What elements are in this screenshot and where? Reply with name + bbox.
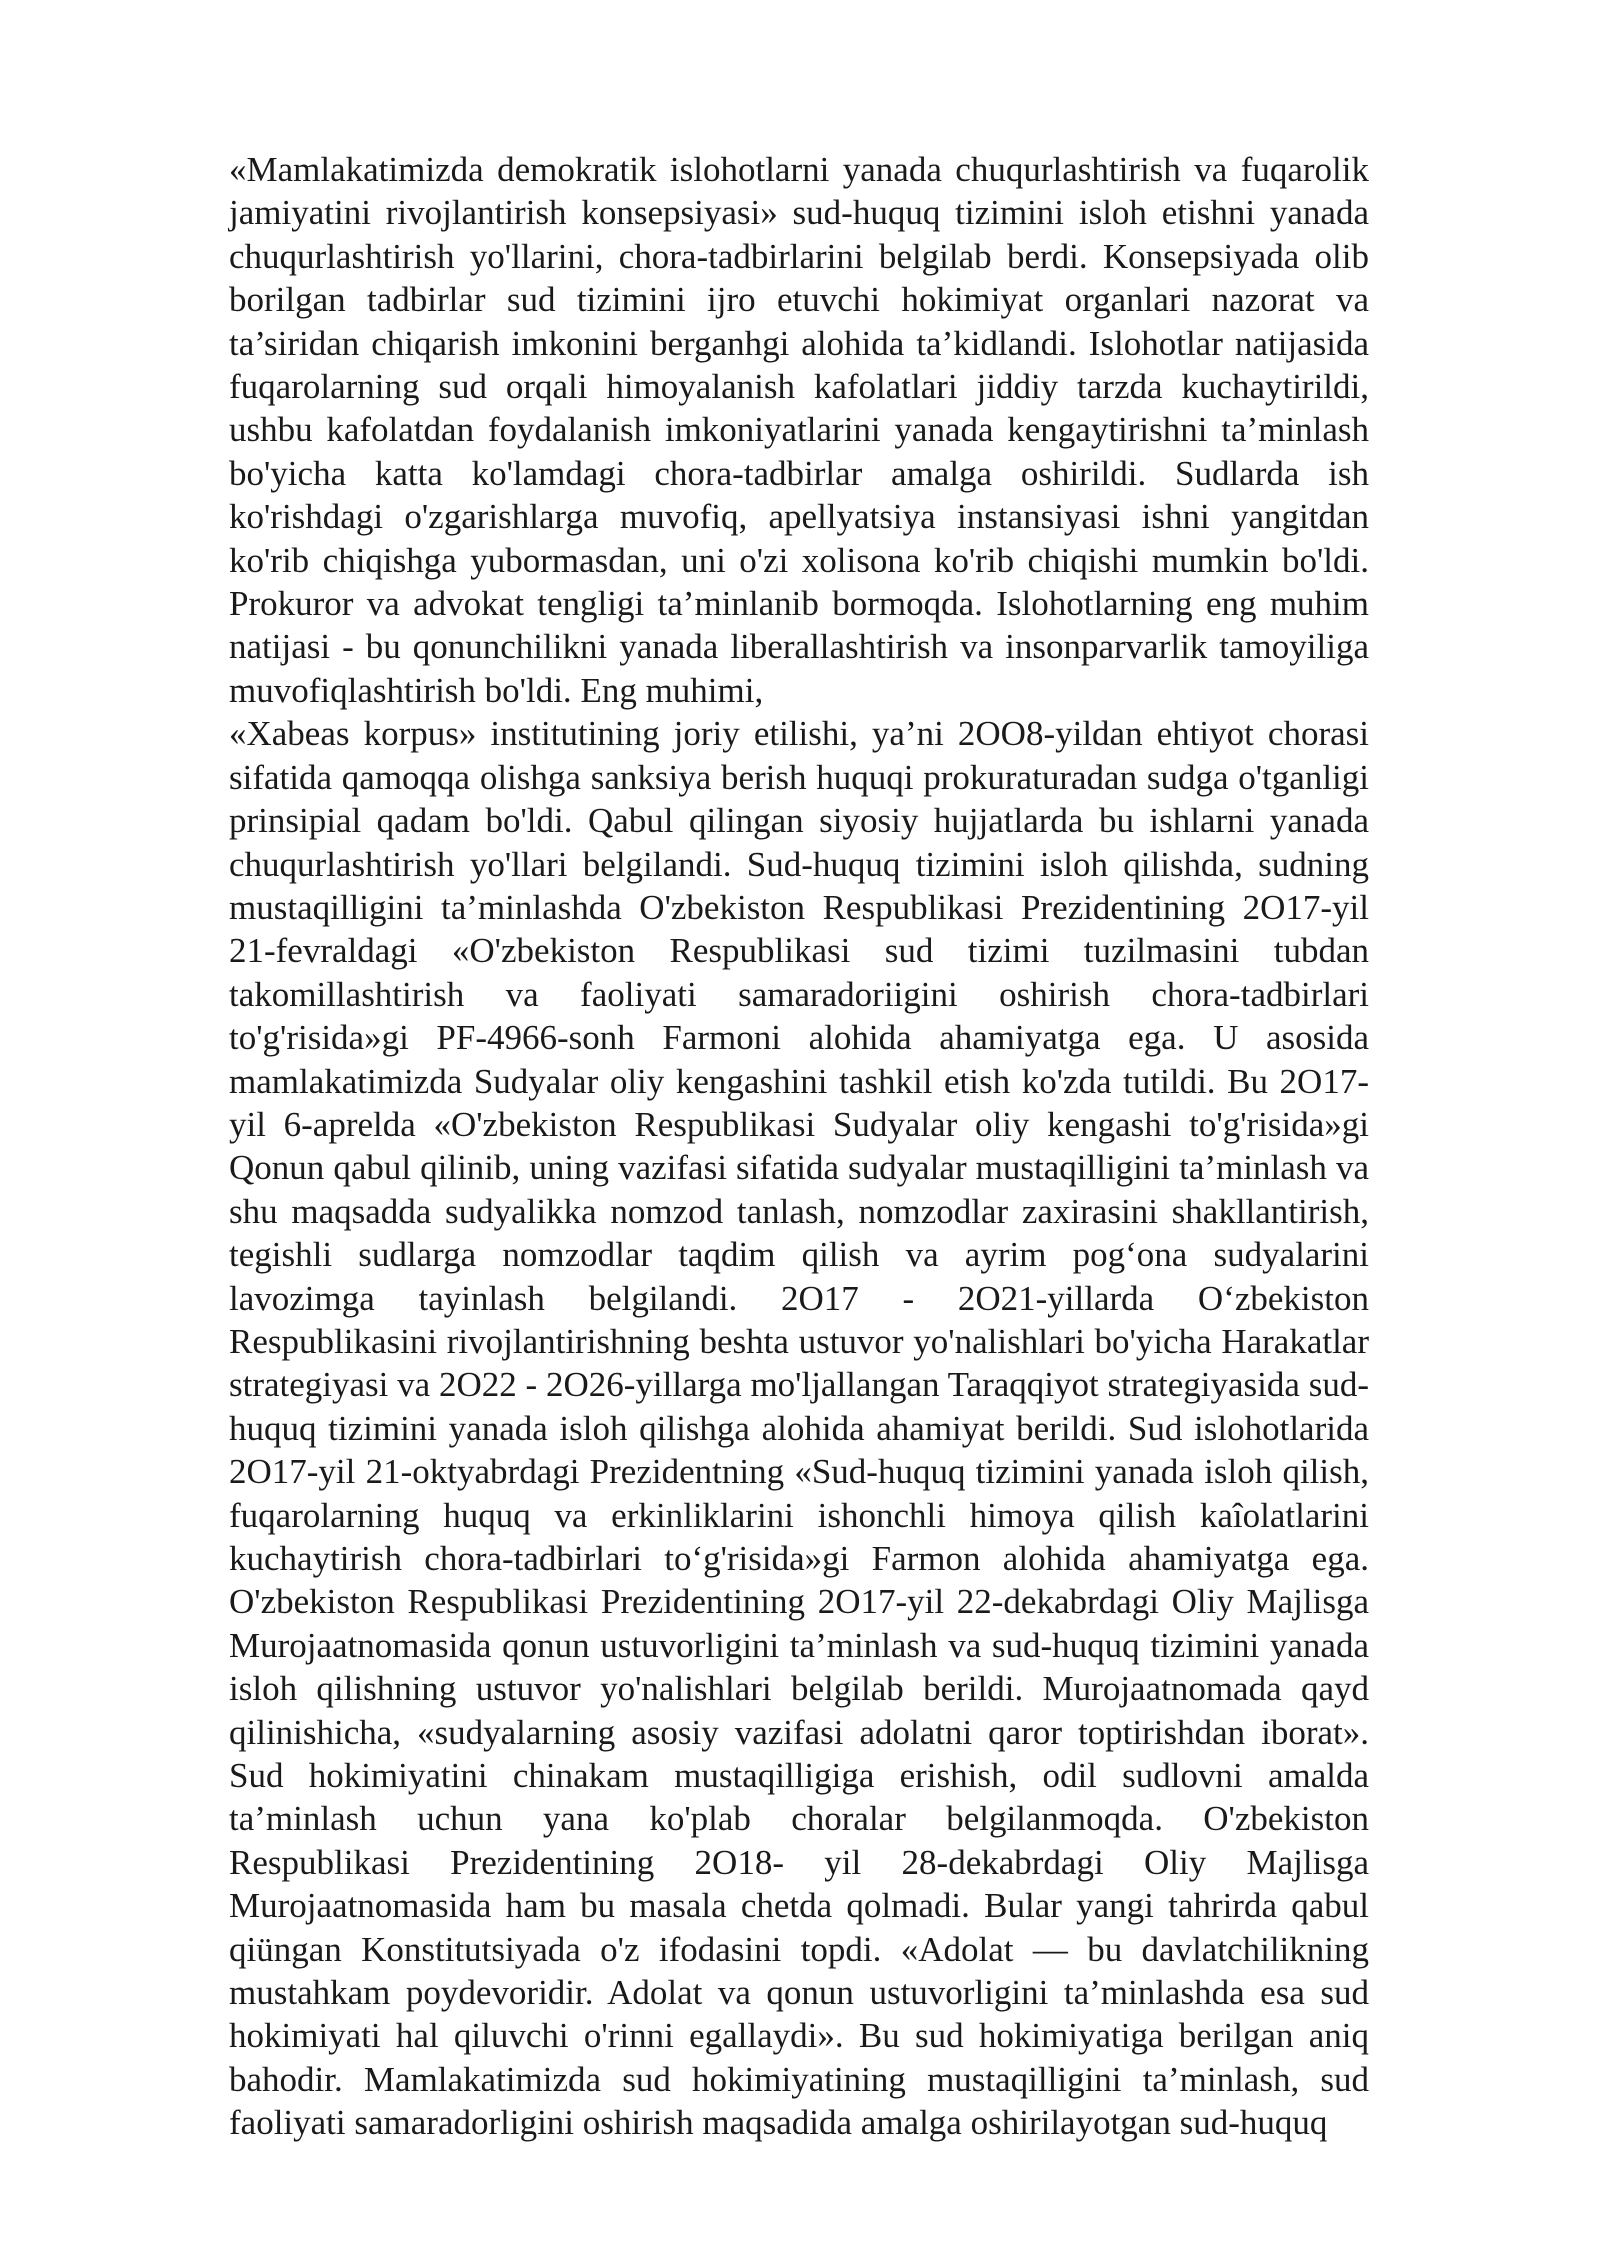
- body-text: [229, 148, 1369, 2145]
- paragraph-2: «Xabeas korpus» institutining joriy etilishi, ya’ni 2OO8-yildan ehtiyot chorasi sifatida qamoqqa olishga sanksiya berish huquqi prokuraturadan sudga o'tganligi prinsipial qadam bo'ldi. Qabul qilingan siyosiy hujjatlarda bu ishlarni yanada chuqurlashtirish yo'llari belgilandi. Sud-huquq tizimini isloh qilishda, sudning mustaqilligini ta’minlashda O'zbekiston Respublikasi Prezidentining 2O17-yil 21-fevraldagi «O'zbekiston Respublikasi sud tizimi tuzilmasini tubdan takomillashtirish va faoliyati samaradoriigini oshirish chora-tadbirlari to'g'risida»gi PF-4966-sonh Farmoni alohida ahamiyatga ega. U asosida mamlakatimizda Sudyalar oliy kengashini tashkil etish ko'zda tutildi. Bu 2O17-yil 6-aprelda «O'zbekiston Respublikasi Sudyalar oliy kengashi to'g'risida»gi Qonun qabul qilinib, uning vazifasi sifatida sudyalar mustaqilligini ta’minlash va shu maqsadda sudyalikka nomzod tanlash, nomzodlar zaxirasini shakllantirish, tegishli sudlarga nomzodlar taqdim qilish va ayrim pog‘ona sudyalarini lavozimga tayinlash belgilandi. 2O17 - 2O21-yillarda O‘zbekiston Respublikasini rivojlantirishning beshta ustuvor yo'nalishlari bo'yicha Harakatlar strategiyasi va 2O22 - 2O26-yillarga mo'ljallangan Taraqqiyot strategiyasida sud-huquq tizimini yanada isloh qilishga alohida ahamiyat berildi. Sud islohotlarida 2O17-yil 21-oktyabrdagi Prezidentning «Sud-huquq tizimini yanada isloh qilish, fuqarolarning huquq va erkinliklarini ishonchli himoya qilish kaîolatlarini kuchaytirish chora-tadbirlari to‘g'risida»gi Farmon alohida ahamiyatga ega. O'zbekiston Respublikasi Prezidentining 2O17-yil 22-dekabrdagi Oliy Majlisga Murojaatnomasida qonun ustuvorligini ta’minlash va sud-huquq tizimini yanada isloh qilishning ustuvor yo'nalishlari belgilab berildi. Murojaatnomada qayd qilinishicha, «sudyalarning asosiy vazifasi adolatni qaror toptirishdan iborat». Sud hokimiyatini chinakam mustaqilligiga erishish, odil sudlovni amalda ta’minlash uchun yana ko'plab choralar belgilanmoqda. O'zbekiston Respublikasi Prezidentining 2O18- yil 28-dekabrdagi Oliy Majlisga Murojaatnomasida ham bu masala chetda qolmadi. Bular yangi tahrirda qabul qiüngan Konstitutsiyada o'z ifodasini topdi. «Adolat — bu davlatchilikning mustahkam poydevoridir. Adolat va qonun ustuvorligini ta’minlashda esa sud hokimiyati hal qiluvchi o'rinni egallaydi». Bu sud hokimiyatiga berilgan aniq bahodir. Mamlakatimizda sud hokimiyatining mustaqilligini ta’minlash, sud faoliyati samaradorligini oshirish maqsadida amalga oshirilayotgan sud-huquq: [229, 714, 1369, 2143]
- paragraph-1: «Mamlakatimizda demokratik islohotlarni yanada chuqurlashtirish va fuqarolik jamiyatini rivojlantirish konsepsiyasi» sud-huquq tizimini isloh etishni yanada chuqurlashtirish yo'llarini, chora-tadbirlarini belgilab berdi. Konsepsiyada olib borilgan tadbirlar sud tizimini ijro etuvchi hokimiyat organlari nazorat va ta’siridan chiqarish imkonini berganhgi alohida ta’kidlandi. Islohotlar natijasida fuqarolarning sud orqali himoyalanish kafolatlari jiddiy tarzda kuchaytirildi, ushbu kafolatdan foydalanish imkoniyatlarini yanada kengaytirishni ta’minlash bo'yicha katta ko'lamdagi chora-tadbirlar amalga oshirildi. Sudlarda ish ko'rishdagi o'zgarishlarga muvofiq, apellyatsiya instansiyasi ishni yangitdan ko'rib chiqishga yubormasdan, uni o'zi xolisona ko'rib chiqishi mumkin bo'ldi. Prokuror va advokat tengligi ta’minlanib bormoqda. Islohotlarning eng muhim natijasi - bu qonunchilikni yanada liberallashtirish va insonparvarlik tamoyiliga muvofiqlashtirish bo'ldi. Eng muhimi,: [229, 150, 1369, 710]
